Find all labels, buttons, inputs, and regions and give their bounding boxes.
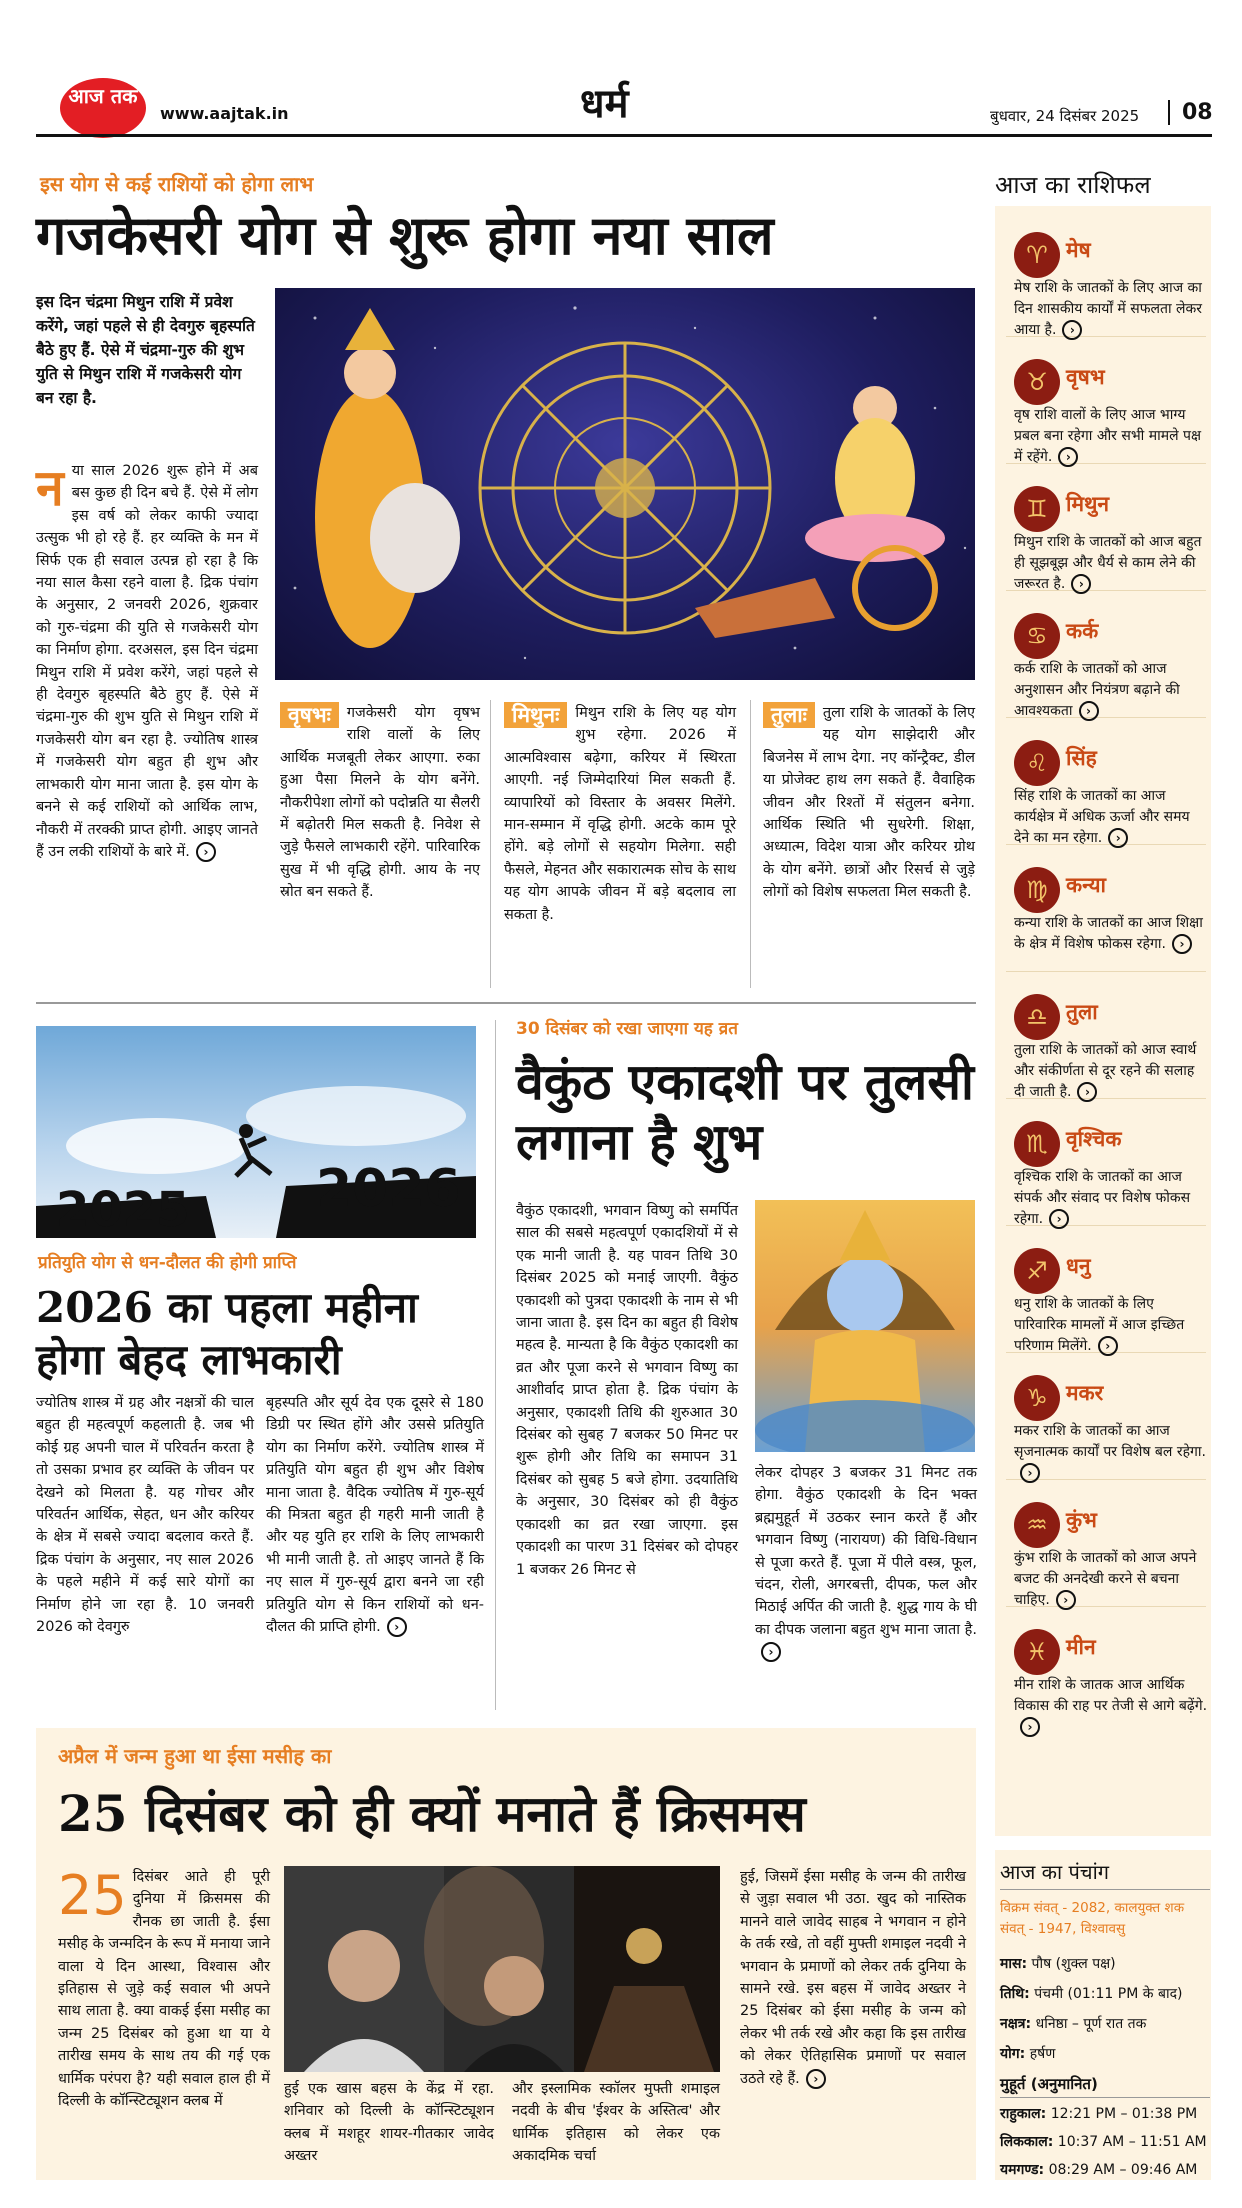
rashi-text xyxy=(1014,278,1208,341)
muhurat-value: 08:29 AM – 09:46 AM xyxy=(1048,2162,1198,2178)
rashi-text-content: मेष राशि के जातकों के लिए आज का दिन शासकीय कार्यों में सफलता लेकर आया है. xyxy=(1014,280,1203,338)
rashi-text xyxy=(1014,913,1208,955)
muhurat-yamgand xyxy=(1000,2160,1210,2179)
issue-date: बुधवार, 24 दिसंबर 2025 xyxy=(990,107,1140,125)
read-more-icon[interactable]: › xyxy=(196,842,216,862)
rashi-makar[interactable] xyxy=(1006,1353,1206,1480)
section-divider xyxy=(36,1002,976,1004)
article2-col2 xyxy=(266,1392,484,1638)
rashi-text-content: कुंभ राशि के जातकों को आज अपने बजट की अनदेखी करने से बचना चाहिए. xyxy=(1014,1550,1197,1608)
article4-headline[interactable]: 25 दिसंबर को ही क्यों मनाते हैं क्रिसमस xyxy=(58,1784,806,1843)
article4-col4-text: हुई, जिसमें ईसा मसीह के जन्म की तारीख से जुड़ा सवाल भी उठा. खुद को नास्तिक मानने वाले जावेद साहब ने भगवान न होने के तर्क रखे, तो वहीं मुफ्ती शमाइल नदवी ने भगवान के प्रमाणों को लेकर तर्क दुनिया के सामने रखे. इस बहस में जावेद अख्तर ने 25 दिसंबर को ईसा मसीह के जन्म को लेकर भी तर्क रखे और कहा कि इस तारीख को लेकर ऐतिहासिक प्रमाणों पर सवाल उठते रहे हैं. xyxy=(740,1869,966,2087)
sun-deity xyxy=(695,386,945,638)
article3-kicker: 30 दिसंबर को रखा जाएगा यह व्रत xyxy=(516,1019,738,1039)
section-title: धर्म xyxy=(580,80,629,127)
rashi-text-content: तुला राशि के जातकों को आज स्वार्थ और संकीर्णता से दूर रहने की सलाह दी जाती है. xyxy=(1014,1042,1197,1100)
rashi-text-content: वृश्चिक राशि के जातकों का आज संपर्क और संवाद पर विशेष फोकस रहेगा. xyxy=(1014,1169,1191,1227)
article3-col2-text: लेकर दोपहर 3 बजकर 31 मिनट तक होगा. वैकुंठ एकादशी के दिन भक्त ब्रह्ममुहूर्त में उठकर स्नान करते हैं और भगवान विष्णु (नारायण) की विधि-विधान से पूजा करते हैं. पूजा में पीले वस्त्र, फूल, चंदन, रोली, अगरबत्ती, दीपक, फल और मिठाई अर्पित की जाती है. शुद्ध गाय के घी का दीपक जलाना बहुत शुभ माना जाता है. xyxy=(755,1465,977,1638)
article3-headline[interactable]: वैकुंठ एकादशी पर तुलसी लगाना है शुभ xyxy=(516,1052,974,1171)
article1-headline[interactable]: गजकेसरी योग से शुरू होगा नया साल xyxy=(36,203,774,267)
rashi-tula[interactable] xyxy=(1006,972,1206,1099)
read-more-icon[interactable]: › xyxy=(1108,828,1128,848)
rashi-dhanu[interactable] xyxy=(1006,1226,1206,1353)
article1-body-text: या साल 2026 शुरू होने में अब बस कुछ ही दिन बचे हैं. ऐसे में लोग इस वर्ष को लेकर काफी ज्यादा उत्सुक भी हो रहे हैं. हर व्यक्ति के मन में सिर्फ एक ही सवाल उत्पन्न हो रहा है कि नया साल कैसा रहने वाला है. द्रिक पंचांग के अनुसार, 2 जनवरी 2026, शुक्रवार को गुरु-चंद्रमा की युति से गजकेसरी योग का निर्माण होगा. दरअसल, इस दिन चंद्रमा मिथुन राशि में प्रवेश करेंगे, जहां पहले से ही देवगुरु बृहस्पति बैठे हुए हैं. ऐसे में चंद्रमा-गुरु की शुभ युति से मिथुन राशि में गजकेसरी योग बन रहा है. ज्योतिष शास्त्र में गजकेसरी योग बहुत ही शुभ और लाभकारी योग माना जाता है. इस योग के बनने से कई राशियों को आर्थिक लाभ, नौकरी में तरक्की प्राप्त होगी. आइए जानते हैं उन लकी राशियों के बारे में. xyxy=(36,463,258,860)
logo-text: आज तक xyxy=(68,84,138,108)
rashi-name: मिथुन xyxy=(1066,492,1110,516)
muhurat-value: 10:37 AM – 11:51 AM xyxy=(1057,2134,1207,2150)
panchang-row-tithi xyxy=(1000,1984,1210,2003)
rashi-name: मेष xyxy=(1066,238,1091,262)
panchang-row-nakshatra xyxy=(1000,2014,1210,2033)
zodiac-wheel xyxy=(480,343,770,633)
rashi-text-content: धनु राशि के जातकों के लिए पारिवारिक मामलों में आज इच्छित परिणाम मिलेंगे. xyxy=(1014,1296,1185,1354)
read-more-icon[interactable]: › xyxy=(1098,1336,1118,1356)
libra-icon: ♎ xyxy=(1014,994,1060,1040)
panchang-value: पौष (शुक्ल पक्ष) xyxy=(1031,1956,1116,1972)
vrishabh-chip: वृषभः xyxy=(280,702,339,728)
header-rule xyxy=(36,134,1212,137)
read-more-icon[interactable]: › xyxy=(1058,447,1078,467)
rashi-name: मीन xyxy=(1066,1635,1096,1659)
read-more-icon[interactable]: › xyxy=(1062,320,1082,340)
read-more-icon[interactable]: › xyxy=(1020,1717,1040,1737)
rashi-text xyxy=(1014,1675,1208,1738)
rashi-mithun[interactable] xyxy=(1006,464,1206,591)
rashi-text-content: मिथुन राशि के जातकों को आज बहुत ही सूझबूझ और धैर्य से काम लेने की जरूरत है. xyxy=(1014,534,1202,592)
rashifal-title: आज का राशिफल xyxy=(995,171,1151,199)
article1-dropcap: न xyxy=(36,459,64,517)
aquarius-icon: ♒ xyxy=(1014,1502,1060,1548)
rashi-name: धनु xyxy=(1066,1254,1091,1278)
panchang-value: हर्षण xyxy=(1029,2046,1056,2062)
tula-text: तुला राशि के जातकों के लिए यह योग साझेदारी और बिजनेस में लाभ देगा. नए कॉन्ट्रैक्ट, डील या प्रोजेक्ट हाथ लग सकते हैं. वैवाहिक जीवन और रिश्तों में संतुलन बनेगा. आर्थिक स्थिति भी सुधरेगी. शिक्षा, अध्यात्म, विदेश यात्रा और करियर ग्रोथ के योग बनेंगे. छात्रों और रिसर्च से जुड़े लोगों को विशेष सफलता मिल सकती है. xyxy=(763,705,975,901)
rashi-text-content: मीन राशि के जातक आज आर्थिक विकास की राह पर तेजी से आगे बढ़ेंगे. xyxy=(1014,1677,1208,1714)
read-more-icon[interactable]: › xyxy=(1020,1463,1040,1483)
taurus-icon: ♉ xyxy=(1014,359,1060,405)
rashi-text xyxy=(1014,1294,1208,1357)
page-number: 08 xyxy=(1168,100,1213,125)
rashi-vrishabh[interactable] xyxy=(1006,337,1206,464)
scorpio-icon: ♏ xyxy=(1014,1121,1060,1167)
vishnu-svg xyxy=(755,1200,975,1452)
rashi-text-content: कर्क राशि के जातकों को आज अनुशासन और नियंत्रण बढ़ाने की आवश्यकता xyxy=(1014,661,1180,719)
debate-svg xyxy=(284,1866,720,2072)
rashi-kark[interactable] xyxy=(1006,591,1206,718)
jupiter-deity xyxy=(315,308,460,648)
article4-col3: और इस्लामिक स्कॉलर मुफ्ती शमाइल नदवी के बीच 'ईश्वर के अस्तित्व' और धार्मिक इतिहास को लेकर एक अकादमिक चर्चा xyxy=(512,2081,720,2165)
rashi-singh[interactable] xyxy=(1006,718,1206,845)
mithun-text: मिथुन राशि के लिए यह योग शुभ रहेगा. 2026 में आत्मविश्वास बढ़ेगा, करियर में स्थिरता आएगी. नई जिम्मेदारियां मिल सकती हैं. व्यापारियों को विस्तार के अवसर मिलेंगे. मान-सम्मान में वृद्धि होगी. अटके काम पूरे होंगे. बड़े लोगों से सहयोग मिलेगा. सही फैसले, मेहनत और सकारात्मक सोच के साथ यह योग आपके जीवन में बड़े बदलाव ला सकता है. xyxy=(504,705,736,923)
tula-chip: तुलाः xyxy=(763,702,815,728)
rashi-text xyxy=(1014,405,1208,468)
article4-col1-text: दिसंबर आते ही पूरी दुनिया में क्रिसमस की रौनक छा जाती है. ईसा मसीह के जन्मदिन के रूप में मनाया जाने वाला ये दिन आस्था, विश्वास और इतिहास से जुड़े कई सवाल भी अपने साथ लाता है. क्या वाकई ईसा मसीह का जन्म 25 दिसंबर को हुआ था या ये तारीख समय के साथ तय की गई एक धार्मिक परंपरा है? यही सवाल हाल ही में दिल्ली के कॉन्स्टिट्यूशन क्लब में xyxy=(58,1869,270,2110)
muhurat-title: मुहूर्त (अनुमानित) xyxy=(1000,2074,1210,2098)
rashi-name: सिंह xyxy=(1066,746,1097,770)
illustration-svg xyxy=(275,288,975,680)
rashi-text-content: वृष राशि वालों के लिए आज भाग्य प्रबल बना रहेगा और सभी मामले पक्ष में रहेंगे. xyxy=(1014,407,1202,465)
read-more-icon[interactable]: › xyxy=(761,1642,781,1662)
leo-icon: ♌ xyxy=(1014,740,1060,786)
article1-vrishabh xyxy=(280,702,480,904)
article2-kicker: प्रतियुति योग से धन-दौलत की होगी प्राप्ति xyxy=(38,1253,297,1273)
article1-tula xyxy=(763,702,975,904)
article4-dropcap: 25 xyxy=(58,1864,127,1927)
gajkesari-illustration xyxy=(275,288,975,680)
read-more-icon[interactable]: › xyxy=(387,1617,407,1637)
muhurat-label: राहुकाल: xyxy=(1000,2106,1047,2122)
muhurat-likkaal xyxy=(1000,2132,1210,2151)
panchang-label: मास: xyxy=(1000,1956,1028,1972)
article1-body xyxy=(36,460,258,863)
muhurat-rahukaal xyxy=(1000,2104,1210,2123)
muhurat-label: लिककाल: xyxy=(1000,2134,1054,2150)
rashi-mesh[interactable] xyxy=(1006,210,1206,337)
rashi-text-content: सिंह राशि के जातकों का आज कार्यक्षेत्र में अधिक ऊर्जा और समय देने का मन रहेगा. xyxy=(1014,788,1190,846)
rashi-text xyxy=(1014,1040,1208,1103)
vrishabh-text: गजकेसरी योग वृषभ राशि वालों के लिए आर्थिक मजबूती लेकर आएगा. रुका हुआ पैसा मिलने के योग बनेंगे. नौकरीपेशा लोगों को पदोन्नति या सैलरी में बढ़ोतरी मिल सकती है. निवेश से जुड़े फैसले लाभकारी रहेंगे. पारिवारिक सुख में भी वृद्धि होगी. आय के नए स्रोत बन सकते हैं. xyxy=(280,705,480,901)
article1-kicker: इस योग से कई राशियों को होगा लाभ xyxy=(40,172,314,196)
article1-col-dividers xyxy=(490,700,491,988)
article3-col2 xyxy=(755,1462,977,1664)
sagittarius-icon: ♐ xyxy=(1014,1248,1060,1294)
rashi-meen[interactable] xyxy=(1006,1607,1206,1734)
rashi-text-content: कन्या राशि के जातकों का आज शिक्षा के क्षेत्र में विशेष फोकस रहेगा. xyxy=(1014,915,1203,952)
rashi-text xyxy=(1014,1167,1208,1230)
rashi-text xyxy=(1014,1421,1208,1484)
read-more-icon[interactable]: › xyxy=(1079,701,1099,721)
new-year-svg xyxy=(36,1026,476,1238)
panchang-label: नक्षत्र: xyxy=(1000,2016,1032,2032)
new-year-image xyxy=(36,1026,476,1238)
rashi-text xyxy=(1014,786,1208,849)
panchang-samvat: विक्रम संवत् - 2082, कालयुक्त शक संवत् - 1947, विश्वावसु xyxy=(1000,1900,1185,1937)
article1-intro: इस दिन चंद्रमा मिथुन राशि में प्रवेश करेंगे, जहां पहले से ही देवगुरु बृहस्पति बैठे हुए हैं. ऐसे में चंद्रमा-गुरु की शुभ युति से मिथुन राशि में गजकेसरी योग बन रहा है. xyxy=(36,293,255,407)
panchang-row-yog xyxy=(1000,2044,1210,2063)
article1-mithun xyxy=(504,702,736,926)
panchang-title: आज का पंचांग xyxy=(1000,1858,1210,1890)
article4-col1 xyxy=(58,1866,270,2112)
rashi-name: तुला xyxy=(1066,1000,1098,1024)
panchang-value: धनिष्ठा – पूर्ण रात तक xyxy=(1035,2016,1147,2032)
aries-icon: ♈ xyxy=(1014,232,1060,278)
article2-headline[interactable]: 2026 का पहला महीना होगा बेहद लाभकारी xyxy=(36,1283,418,1384)
capricorn-icon: ♑ xyxy=(1014,1375,1060,1421)
rashi-name: मकर xyxy=(1066,1381,1104,1405)
rashi-name: कुंभ xyxy=(1066,1508,1097,1532)
panchang-value: पंचमी (01:11 PM के बाद) xyxy=(1034,1986,1183,2002)
column-divider xyxy=(495,1020,496,1710)
article4-kicker: अप्रैल में जन्म हुआ था ईसा मसीह का xyxy=(58,1744,332,1768)
muhurat-label: यमगण्ड: xyxy=(1000,2162,1045,2178)
rashi-kumbh[interactable] xyxy=(1006,1480,1206,1607)
aajtak-logo[interactable] xyxy=(60,78,146,138)
read-more-icon[interactable]: › xyxy=(1071,574,1091,594)
debate-image xyxy=(284,1866,720,2072)
rashi-vrishchik[interactable] xyxy=(1006,1099,1206,1226)
rashi-name: कन्या xyxy=(1066,873,1106,897)
read-more-icon[interactable]: › xyxy=(1049,1209,1069,1229)
rashi-name: वृषभ xyxy=(1066,365,1105,389)
article4-col2: हुई एक खास बहस के केंद्र में रहा. शनिवार को दिल्ली के कॉन्स्टिट्यूशन क्लब में मशहूर शायर-गीतकार जावेद अख्तर xyxy=(284,2081,494,2165)
year-2026: 2026 xyxy=(316,1159,461,1219)
rashi-name: कर्क xyxy=(1066,619,1099,643)
rashi-kanya[interactable] xyxy=(1006,845,1206,972)
site-url[interactable]: www.aajtak.in xyxy=(160,104,289,123)
article4-col4 xyxy=(740,1866,966,2090)
read-more-icon[interactable]: › xyxy=(806,2069,826,2089)
read-more-icon[interactable]: › xyxy=(1056,1590,1076,1610)
cancer-icon: ♋ xyxy=(1014,613,1060,659)
panchang-row-maas xyxy=(1000,1954,1210,1973)
muhurat-value: 12:21 PM – 01:38 PM xyxy=(1050,2106,1198,2122)
read-more-icon[interactable]: › xyxy=(1077,1082,1097,1102)
article2-col2-text: बृहस्पति और सूर्य देव एक दूसरे से 180 डिग्री पर स्थित होंगे और उससे प्रतियुति योग का निर्माण करेंगे. ज्योतिष शास्त्र में प्रतियुति योग बहुत ही शुभ और विशेष माना जाता है. वैदिक ज्योतिष में गुरु-सूर्य की मित्रता बहुत ही गहरी मानी जाती है और यह युति हर राशि के लिए लाभकारी भी मानी जाती है. तो आइए जानते हैं कि नए साल में गुरु-सूर्य द्वारा बनने जा रही प्रतियुति योग से किन राशियों को धन-दौलत की प्राप्ति होगी. xyxy=(266,1395,484,1636)
article2-col1: ज्योतिष शास्त्र में ग्रह और नक्षत्रों की चाल बहुत ही महत्वपूर्ण कहलाती है. जब भी कोई ग्रह अपनी चाल में परिवर्तन करता है तो उसका प्रभाव हर व्यक्ति के जीवन पर देखने को मिलता है. यह गोचर और परिवर्तन आर्थिक, सेहत, धन और करियर के क्षेत्र में सबसे ज्यादा बदलाव करते हैं. द्रिक पंचांग के अनुसार, नए साल 2026 के पहले महीने में कई सारे योगों का निर्माण होने जा रहा है. 10 जनवरी 2026 को देवगुरु xyxy=(36,1395,254,1636)
article3-col1: वैकुंठ एकादशी, भगवान विष्णु को समर्पित साल की सबसे महत्वपूर्ण एकादशियों में से एक मानी जाती है. यह पावन तिथि 30 दिसंबर 2025 को मनाई जाएगी. वैकुंठ एकादशी को पुत्रदा एकादशी के नाम से भी जाना जाता है. इस दिन का बहुत ही विशेष महत्व है. मान्यता है कि वैकुंठ एकादशी का व्रत और पूजा करने से भगवान विष्णु का आशीर्वाद प्राप्त होता है. द्रिक पंचांग के अनुसार, एकादशी तिथि की शुरुआत 30 दिसंबर को सुबह 7 बजकर 50 मिनट पर शुरू होगी और तिथि का समापन 31 दिसंबर को सुबह 5 बजे होगा. उदयातिथि के अनुसार, 30 दिसंबर को ही वैकुंठ एकादशी का व्रत रखा जाएगा. इस एकादशी का पारण 31 दिसंबर को दोपहर 1 बजकर 26 मिनट से xyxy=(516,1203,738,1578)
gemini-icon: ♊ xyxy=(1014,486,1060,532)
virgo-icon: ♍ xyxy=(1014,867,1060,913)
rashi-text xyxy=(1014,659,1208,722)
year-2025: 2025 xyxy=(56,1182,190,1238)
article1-col-dividers-2 xyxy=(750,700,751,988)
vishnu-image xyxy=(755,1200,975,1452)
panchang-label: तिथि: xyxy=(1000,1986,1030,2002)
read-more-icon[interactable]: › xyxy=(1172,934,1192,954)
rashi-name: वृश्चिक xyxy=(1066,1127,1122,1151)
rashi-text-content: मकर राशि के जातकों का आज सृजनात्मक कार्यों पर विशेष बल रहेगा. xyxy=(1014,1423,1206,1460)
mithun-chip: मिथुनः xyxy=(504,702,567,728)
rashi-text xyxy=(1014,1548,1208,1611)
pisces-icon: ♓ xyxy=(1014,1629,1060,1675)
panchang-label: योग: xyxy=(1000,2046,1026,2062)
rashi-text xyxy=(1014,532,1208,595)
